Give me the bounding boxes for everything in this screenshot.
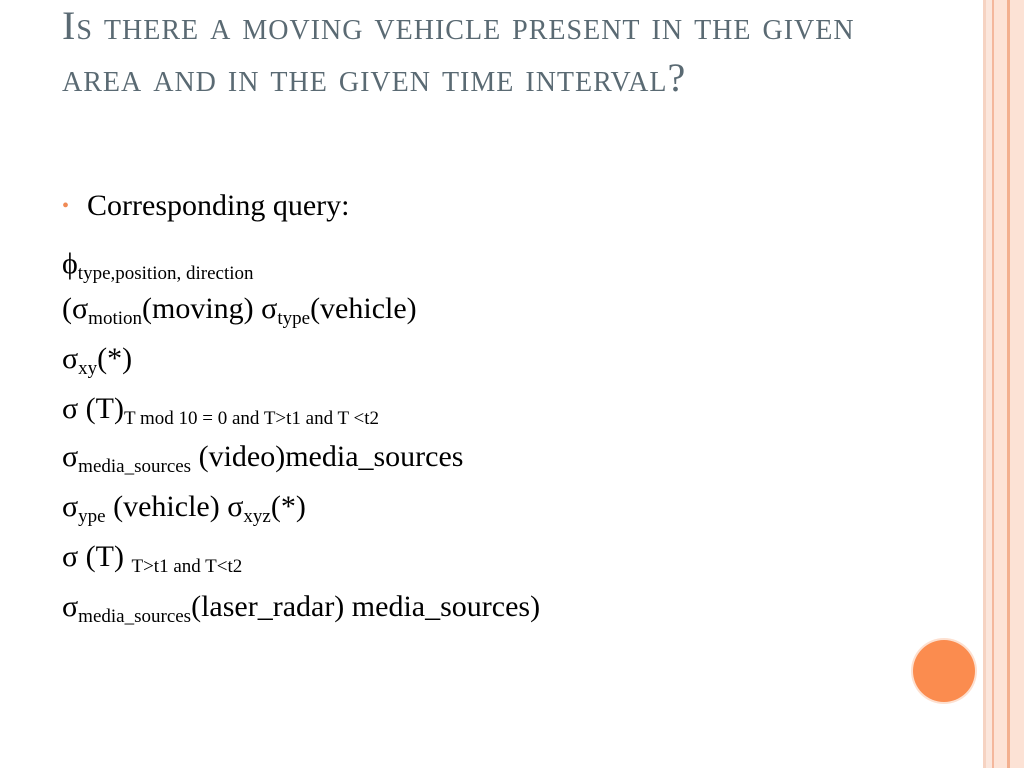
bullet-item <box>62 184 349 231</box>
query-subscript: xyz <box>243 506 271 527</box>
query-text: (laser_radar) media_sources) <box>191 590 541 623</box>
query-text: (vehicle) <box>310 292 417 325</box>
query-subscript: media_sources <box>78 606 192 627</box>
query-text: (*) <box>97 342 133 375</box>
query-line-projection <box>62 242 254 286</box>
query-text: σ (T) <box>62 540 132 573</box>
query-subscript: motion <box>88 308 143 329</box>
query-subscript: T mod 10 = 0 and T>t1 and T <t2 <box>123 408 380 429</box>
query-text: σ (T) <box>62 392 124 425</box>
bullet-dot-icon: • <box>62 195 70 217</box>
query-subscript: ype <box>78 506 106 527</box>
query-text: (video)media_sources <box>191 440 464 473</box>
stripe <box>1010 0 1024 768</box>
query-line-video-sources <box>62 435 463 479</box>
bullet-text: Corresponding query: <box>87 189 350 222</box>
query-text: (*) <box>270 490 306 523</box>
query-subscript: T>t1 and T<t2 <box>131 556 243 577</box>
stripe <box>994 0 1007 768</box>
query-text: (σ <box>62 292 89 325</box>
query-subscript: type <box>277 308 311 329</box>
query-text: σ <box>62 342 79 375</box>
orange-circle-decoration <box>913 640 975 702</box>
query-line-motion-type <box>62 287 417 331</box>
query-symbol: ϕ <box>62 247 78 280</box>
query-subscript: type,position, direction <box>77 263 254 284</box>
query-line-vehicle-xyz <box>62 485 306 529</box>
query-text: (moving) σ <box>142 292 278 325</box>
slide-title: Is there a moving vehicle present in the given area and in the given time interval? <box>62 3 855 100</box>
query-text: σ <box>62 490 79 523</box>
query-line-time-mod <box>62 387 379 431</box>
query-subscript: media_sources <box>78 456 192 477</box>
query-text: σ <box>62 440 79 473</box>
query-line-laser-radar <box>62 585 540 629</box>
query-text: σ <box>62 590 79 623</box>
query-text: (vehicle) σ <box>105 490 244 523</box>
query-line-time-interval <box>62 535 242 579</box>
query-subscript: xy <box>78 358 98 379</box>
query-line-xy <box>62 337 132 381</box>
